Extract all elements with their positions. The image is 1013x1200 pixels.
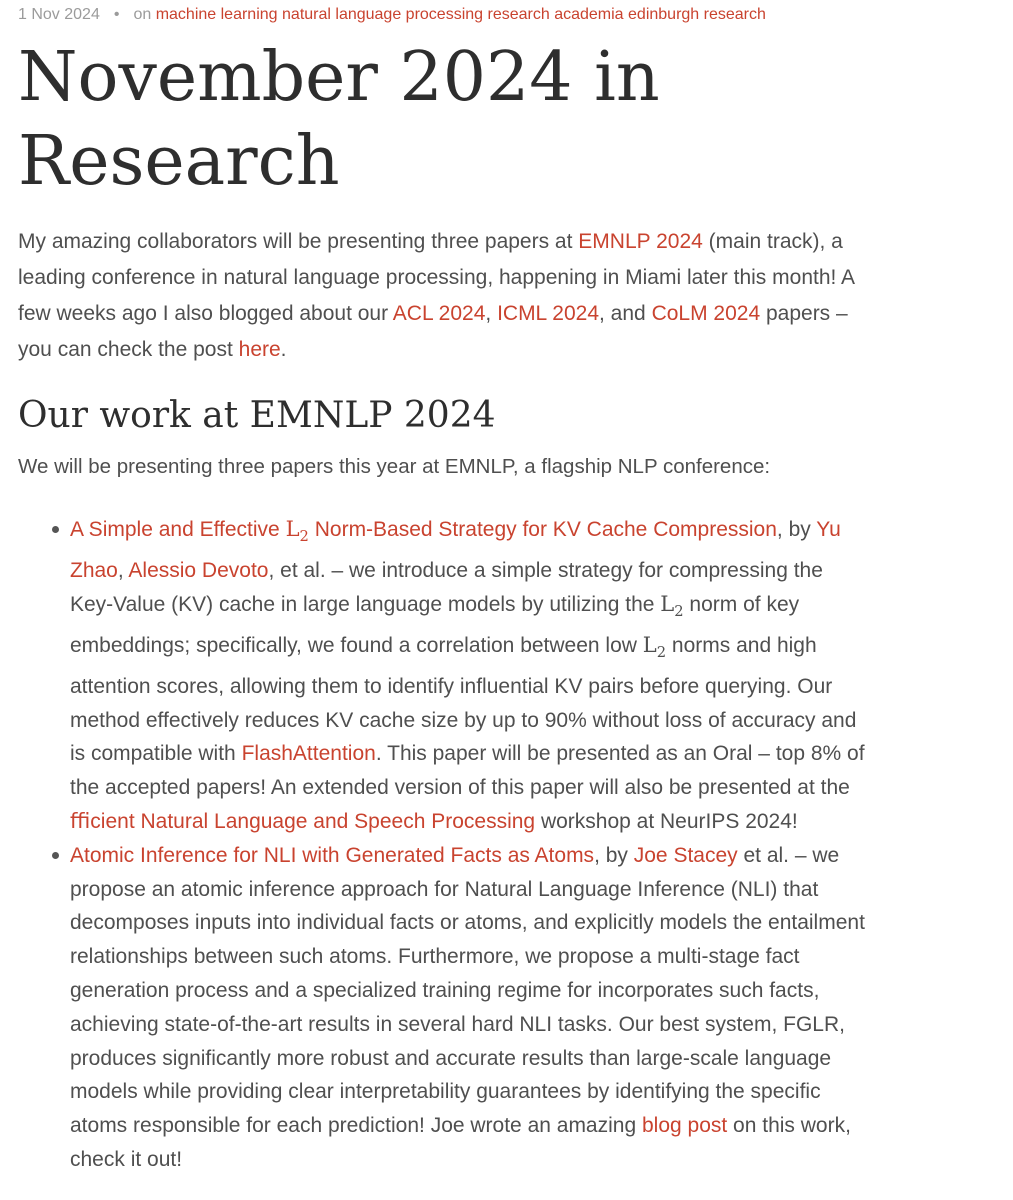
intro-text: My amazing collaborators will be presenting three papers at	[18, 230, 579, 253]
here-link[interactable]: here	[238, 338, 281, 361]
colm-link[interactable]: CoLM 2024	[651, 302, 761, 325]
flashattention-link[interactable]: FlashAttention	[241, 742, 376, 766]
paper-text: norms and high attention scores, allowing them to identify influential KV pairs before querying. Our method effectively reduces KV cache size by up to 90% without loss of accuracy and is compatible with	[70, 633, 857, 766]
post-date: 1 Nov 2024	[18, 6, 100, 23]
paper-text: , by	[776, 518, 817, 541]
post-title: November 2024 in Research	[18, 38, 660, 201]
paper-1-title-link[interactable]: A Simple and Effective $L_2$ Norm-Based Strategy for KV Cache Compression	[70, 517, 777, 546]
math-l2: $L_2$	[642, 632, 667, 661]
tag-link-research-2[interactable]: research	[703, 6, 766, 23]
meta-on: on	[133, 6, 152, 23]
intro-paragraph	[18, 224, 868, 368]
section-lead: We will be presenting three papers this year at EMNLP, a flagship NLP conference:	[18, 455, 771, 478]
paper-text: . This paper will be presented as an Oral – top 8% of the accepted papers! An extended version of this paper will also be presented at the	[70, 742, 865, 800]
intro-text: .	[280, 338, 287, 361]
tag-link-edinburgh[interactable]: edinburgh	[628, 6, 700, 23]
math-l2: $L_2$	[285, 517, 309, 546]
workshop-link[interactable]: ﬃcient Natural Language and Speech Processing	[70, 809, 536, 833]
acl-link[interactable]: ACL 2024	[392, 302, 486, 325]
meta-separator: •	[113, 6, 120, 23]
section-heading: Our work at EMNLP 2024	[18, 395, 496, 436]
paper-text: , et al. – we introduce a simple strategy for compressing the Key-Value (KV) cache in large language models by utilizing the	[70, 558, 823, 616]
list-item-paper-2	[70, 839, 870, 1177]
tag-link-machine-learning[interactable]: machine learning	[155, 6, 278, 23]
paper-text: , by	[594, 843, 634, 867]
intro-text: , and	[599, 302, 652, 325]
emnlp-link[interactable]: EMNLP 2024	[578, 230, 703, 253]
paper-text: norm of key embeddings; specifically, we found a correlation between low	[70, 592, 800, 657]
tag-link-research[interactable]: research	[487, 6, 550, 23]
paper-text: workshop at NeurIPS 2024!	[535, 809, 798, 833]
icml-link[interactable]: ICML 2024	[497, 302, 600, 325]
paper-list	[70, 513, 870, 1177]
post-meta	[18, 6, 766, 24]
math-l2: $L_2$	[660, 591, 684, 620]
list-item-paper-1	[70, 513, 870, 839]
paper-text: ,	[117, 558, 129, 582]
blog-post-link[interactable]: blog post	[641, 1114, 728, 1138]
intro-text: papers – you can check the post	[18, 302, 848, 361]
author-link-yu-zhao[interactable]: Yu Zhao	[70, 518, 841, 582]
author-link-alessio-devoto[interactable]: Alessio Devoto	[128, 558, 269, 582]
tag-link-academia[interactable]: academia	[554, 6, 624, 23]
tag-link-nlp[interactable]: natural language processing	[282, 6, 484, 23]
intro-text: (main track), a leading conference in natural language processing, happening in Miami later this month! A few weeks ago I also blogged about our	[18, 230, 854, 325]
paper-2-title-link[interactable]: Atomic Inference for NLI with Generated Facts as Atoms	[70, 843, 595, 867]
paper-text: on this work, check it out!	[70, 1114, 851, 1171]
intro-text: ,	[485, 302, 498, 325]
author-link-joe-stacey[interactable]: Joe Stacey	[633, 843, 738, 867]
paper-text: et al. – we propose an atomic inference approach for Natural Language Inference (NLI) that decomposes inputs into individual facts or atoms, and explicitly models the entailment relationships between such atoms. Furthermore, we propose a multi-stage fact generation process and a specialized training regime for incorporates such facts, achieving state-of-the-art results in several hard NLI tasks. Our best system, FGLR, produces significantly more robust and accurate results than large-scale language models while providing clear interpretability guarantees by identifying the specific atoms responsible for each prediction! Joe wrote an amazing	[70, 843, 865, 1138]
